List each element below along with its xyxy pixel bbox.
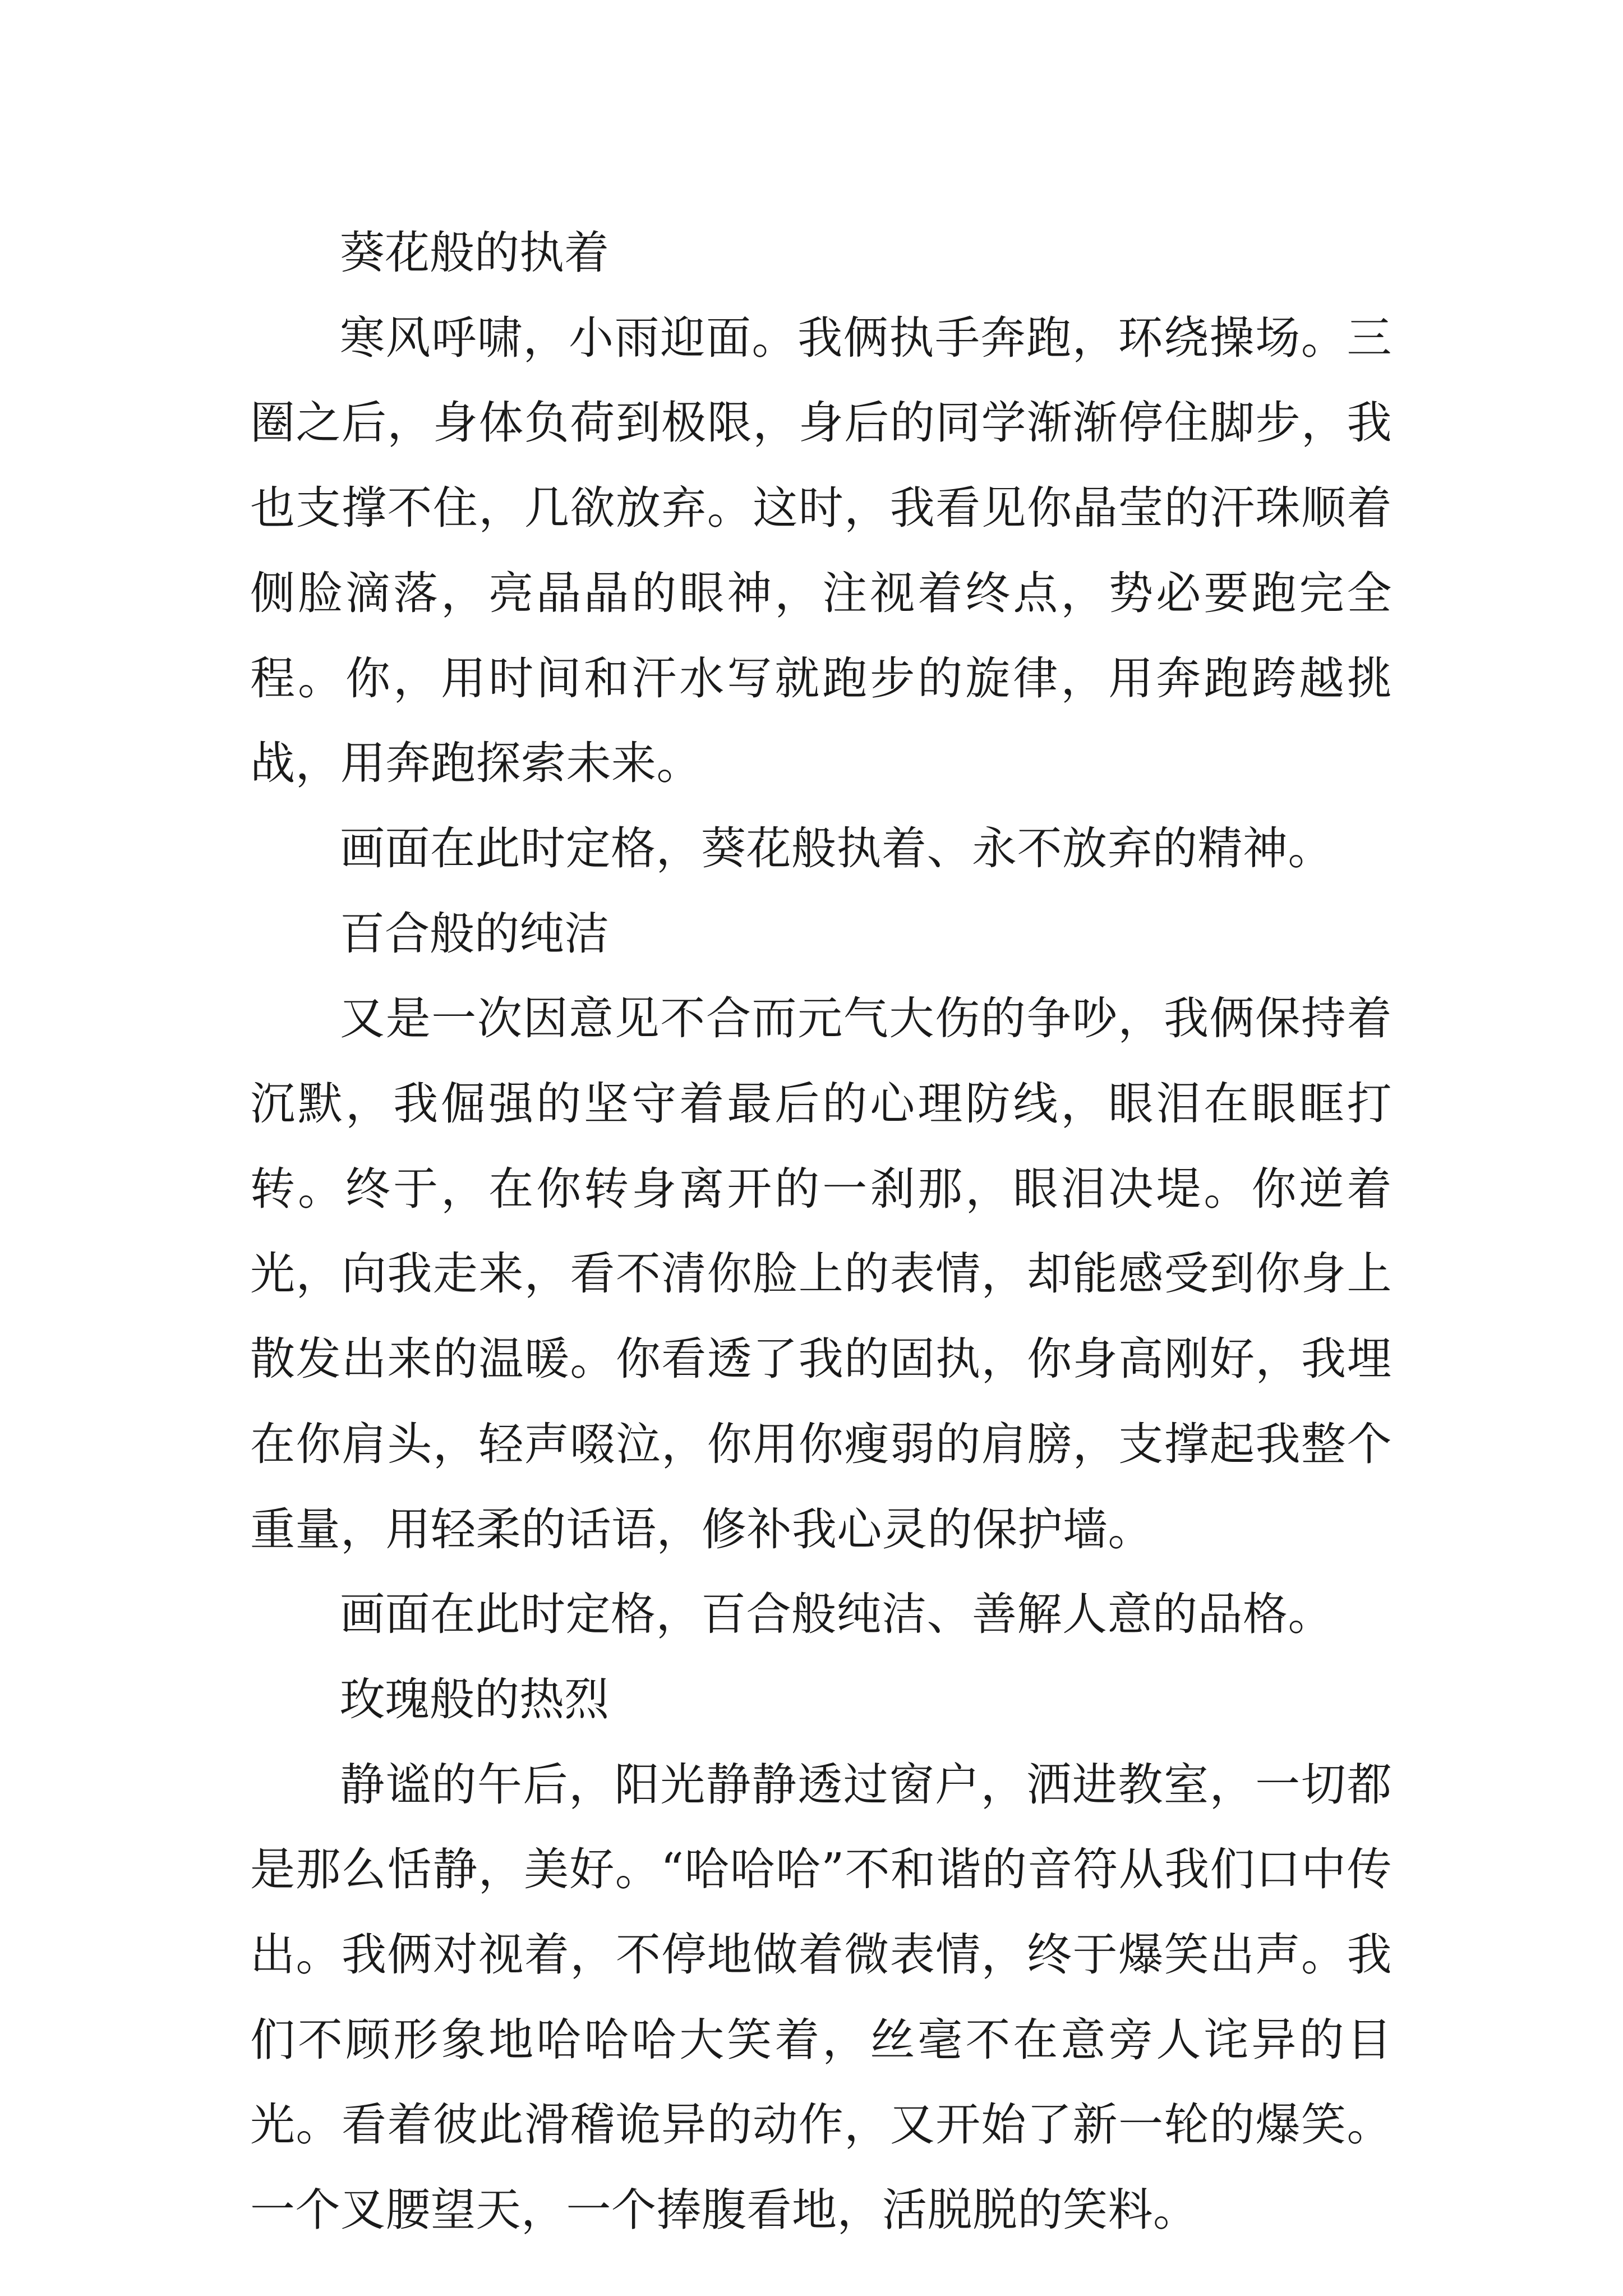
paragraph: 画面在此时定格，百合般纯洁、善解人意的品格。 <box>340 1588 1333 1641</box>
paragraph: 画面在此时定格，葵花般执着、永不放弃的精神。 <box>340 822 1333 875</box>
section-heading-lily: 百合般的纯洁 <box>340 907 609 960</box>
section-heading-sunflower: 葵花般的执着 <box>340 227 609 279</box>
paragraph: 寒风呼啸，小雨迎面。我俩执手奔跑，环绕操场。三圈之后，身体负荷到极限，身后的同学渐渐停住脚步，我也支撑不住，几欲放弃。这时，我看见你晶莹的汗珠顺着侧脸滴落，亮晶晶的眼神，注视着终点，势必要跑完全程。你，用时间和汗水写就跑步的旋律，用奔跑跨越挑战，用奔跑探索未来。 <box>250 311 1392 790</box>
document-body <box>250 210 1392 2253</box>
paragraph: 又是一次因意见不合而元气大伤的争吵，我俩保持着沉默，我倔强的坚守着最后的心理防线，眼泪在眼眶打转。终于，在你转身离开的一刹那，眼泪决堤。你逆着光，向我走来，看不清你脸上的表情，却能感受到你身上散发出来的温暖。你看透了我的固执，你身高刚好，我埋在你肩头，轻声啜泣，你用你瘦弱的肩膀，支撑起我整个重量，用轻柔的话语，修补我心灵的保护墙。 <box>250 992 1392 1556</box>
paragraph: 静谧的午后，阳光静静透过窗户，洒进教室，一切都是那么恬静，美好。“哈哈哈”不和谐的音符从我们口中传出。我俩对视着，不停地做着微表情，终于爆笑出声。我们不顾形象地哈哈哈大笑着，丝毫不在意旁人诧异的目光。看着彼此滑稽诡异的动作，又开始了新一轮的爆笑。一个叉腰望天，一个捧腹看地，活脱脱的笑料。 <box>250 1758 1392 2237</box>
section-heading-rose: 玫瑰般的热烈 <box>340 1673 609 1726</box>
